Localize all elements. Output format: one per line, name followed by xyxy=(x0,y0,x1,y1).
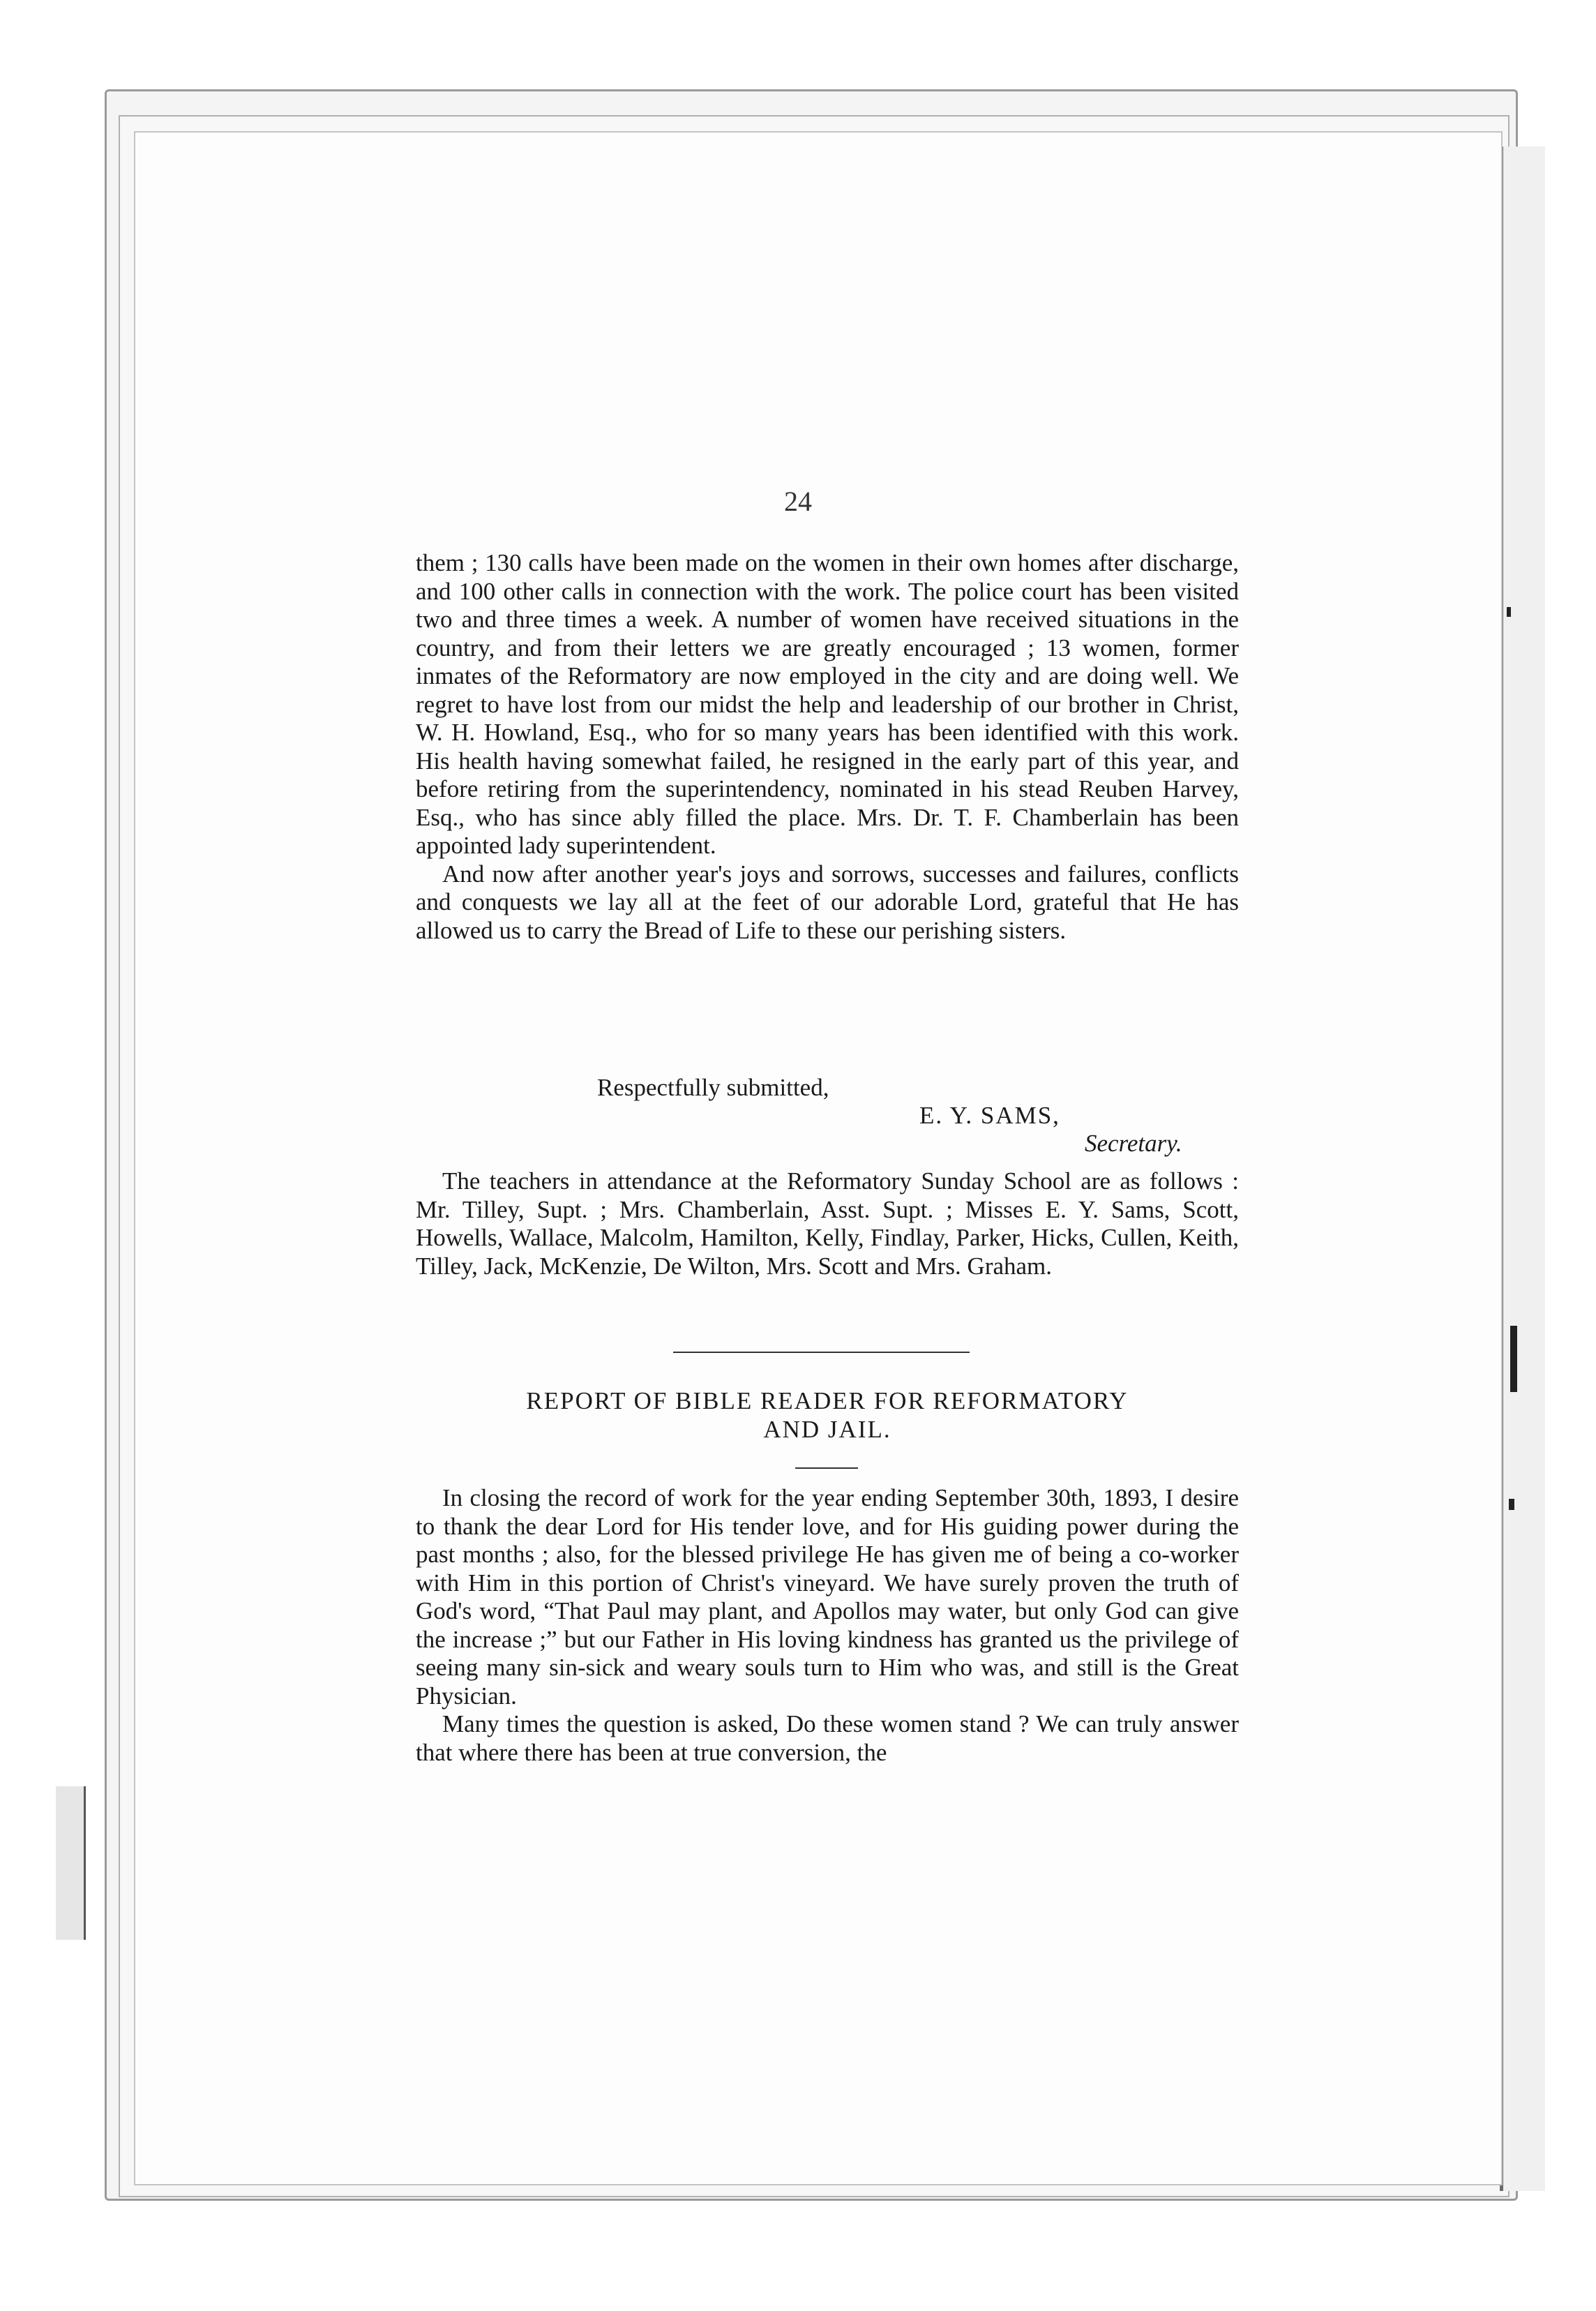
paragraph: Many times the question is asked, Do these women stand ? We can truly answer that where there has been at true conversion, the xyxy=(416,1710,1239,1766)
heading-underline xyxy=(795,1467,858,1469)
paragraph: them ; 130 calls have been made on the women in their own homes after discharge, and 100 other calls in connection with the work. The police court has been visited two and three times a week. A number of women have received situations in the country, and from their letters we are greatly encouraged ; 13 women, former inmates of the Reformatory are now employed in the city and are doing well. We regret to have lost from our midst the help and leadership of our brother in Christ, W. H. Howland, Esq., who for so many years has been identified with this work. His health having somewhat failed, he resigned in the early part of this year, and before retiring from the superintendency, nominated in his stead Reuben Harvey, Esq., who has since ably filled the place. Mrs. Dr. T. F. Chamberlain has been appointed lady superintendent. xyxy=(416,549,1239,859)
paragraph: The teachers in attendance at the Reformatory Sunday School are as follows : Mr. Tilley, Supt. ; Mrs. Chamberlain, Asst. Supt. ; Misses E. Y. Sams, Scott, Howells, Wallace, Malcolm, Hamilton, Kelly, Findlay, Parker, Hicks, Cullen, Keith, Tilley, Jack, McKenzie, De Wilton, Mrs. Scott and Mrs. Graham. xyxy=(416,1167,1239,1280)
paragraph: In closing the record of work for the year ending September 30th, 1893, I desire to thank the dear Lord for His tender love, and for His guiding power during the past months ; also, for the blessed privilege He has given me of being a co-worker with Him in this portion of Christ's vineyard. We have surely proven the truth of God's word, “That Paul may plant, and Apollos may water, but only God can give the increase ;” but our Father in His loving kindness has granted us the privilege of seeing many sin-sick and weary souls turn to Him who was, and still is the Great Physician. xyxy=(416,1484,1239,1710)
next-page-edge xyxy=(1500,147,1545,2191)
text-block-upper xyxy=(416,549,1239,945)
book-page xyxy=(134,131,1503,2185)
signature-name: E. Y. SAMS, xyxy=(919,1102,1060,1129)
text-block-lower xyxy=(416,1484,1239,1767)
text-block-teachers xyxy=(416,1167,1239,1280)
binding-mark xyxy=(1507,607,1511,617)
paragraph: And now after another year's joys and sorrows, successes and failures, conflicts and conquests we lay all at the feet of our adorable Lord, grateful that He has allowed us to carry the Bread of Life to these our perishing sisters. xyxy=(416,860,1239,944)
heading-line: REPORT OF BIBLE READER FOR REFORMATORY xyxy=(526,1387,1129,1414)
binding-mark xyxy=(1510,1326,1517,1392)
binding-mark xyxy=(1509,1499,1514,1510)
closing-line: Respectfully submitted, xyxy=(597,1074,829,1101)
heading-line: AND JAIL. xyxy=(763,1416,891,1443)
page-number: 24 xyxy=(784,486,812,517)
section-divider xyxy=(673,1352,970,1353)
signature-title: Secretary. xyxy=(1085,1130,1182,1157)
section-heading xyxy=(416,1386,1239,1444)
torn-page-fragment xyxy=(56,1786,86,1940)
